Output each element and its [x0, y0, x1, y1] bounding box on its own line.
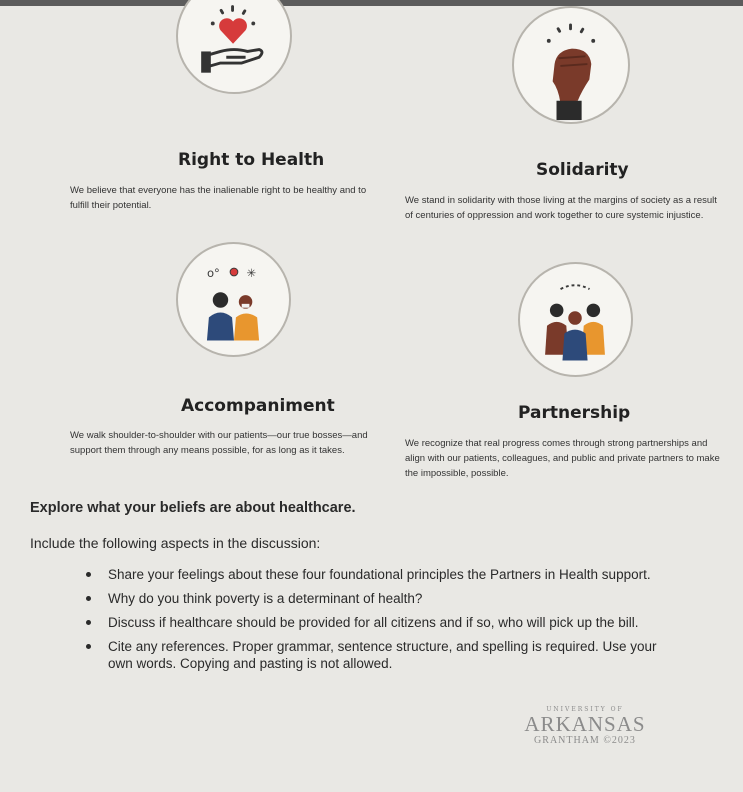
- logo-line-1: UNIVERSITY OF: [546, 706, 624, 713]
- bullet-item: Cite any references. Proper grammar, sentence structure, and spelling is required. Use your own words. Copying and pasting is not allowed.: [86, 638, 676, 672]
- right-to-health-illustration: [176, 0, 292, 94]
- principle-title-solidarity: Solidarity: [536, 160, 629, 180]
- principle-description-right-to-health: We believe that everyone has the inalienable right to be healthy and to fulfill their potential.: [70, 185, 367, 211]
- group-of-people-icon: [520, 264, 631, 375]
- prompt-intro: Include the following aspects in the discussion:: [30, 535, 321, 551]
- bullet-item: Share your feelings about these four foundational principles the Partners in Health support.: [86, 566, 676, 583]
- principle-description-solidarity: We stand in solidarity with those living at the margins of society as a result of centuries of oppression and work together to cure systemic injustice.: [405, 195, 717, 221]
- logo-line-3: GRANTHAM ©2023: [534, 735, 636, 746]
- partnership-illustration: [518, 262, 633, 377]
- principle-title-accompaniment: Accompaniment: [181, 396, 335, 416]
- svg-text:✳: ✳: [246, 265, 257, 280]
- bullet-item: Discuss if healthcare should be provided for all citizens and if so, who will pick up the bill.: [86, 614, 676, 631]
- prompt-heading: Explore what your beliefs are about healthcare.: [30, 500, 356, 516]
- principle-title-partnership: Partnership: [518, 403, 631, 423]
- accompaniment-illustration: [176, 242, 291, 357]
- university-logo: [520, 706, 650, 746]
- top-edge-bar: [0, 0, 743, 6]
- principle-title-right-to-health: Right to Health: [178, 150, 325, 170]
- hand-heart-icon: [178, 0, 290, 92]
- principle-description-accompaniment: We walk shoulder-to-shoulder with our patients—our true bosses—and support them through any means possible, for as long as it takes.: [70, 430, 368, 456]
- logo-line-2: ARKANSAS: [524, 712, 646, 736]
- solidarity-illustration: [512, 6, 630, 124]
- bullet-item: Why do you think poverty is a determinant of health?: [86, 590, 676, 607]
- svg-text:o°: o°: [206, 265, 220, 280]
- principle-description-partnership: We recognize that real progress comes through strong partnerships and align with our patients, colleagues, and public and private partners to make the impossible, possible.: [405, 438, 720, 479]
- raised-fist-icon: [514, 8, 628, 122]
- caregiver-patient-icon: [178, 244, 289, 355]
- prompt-bullet-list: [86, 566, 676, 679]
